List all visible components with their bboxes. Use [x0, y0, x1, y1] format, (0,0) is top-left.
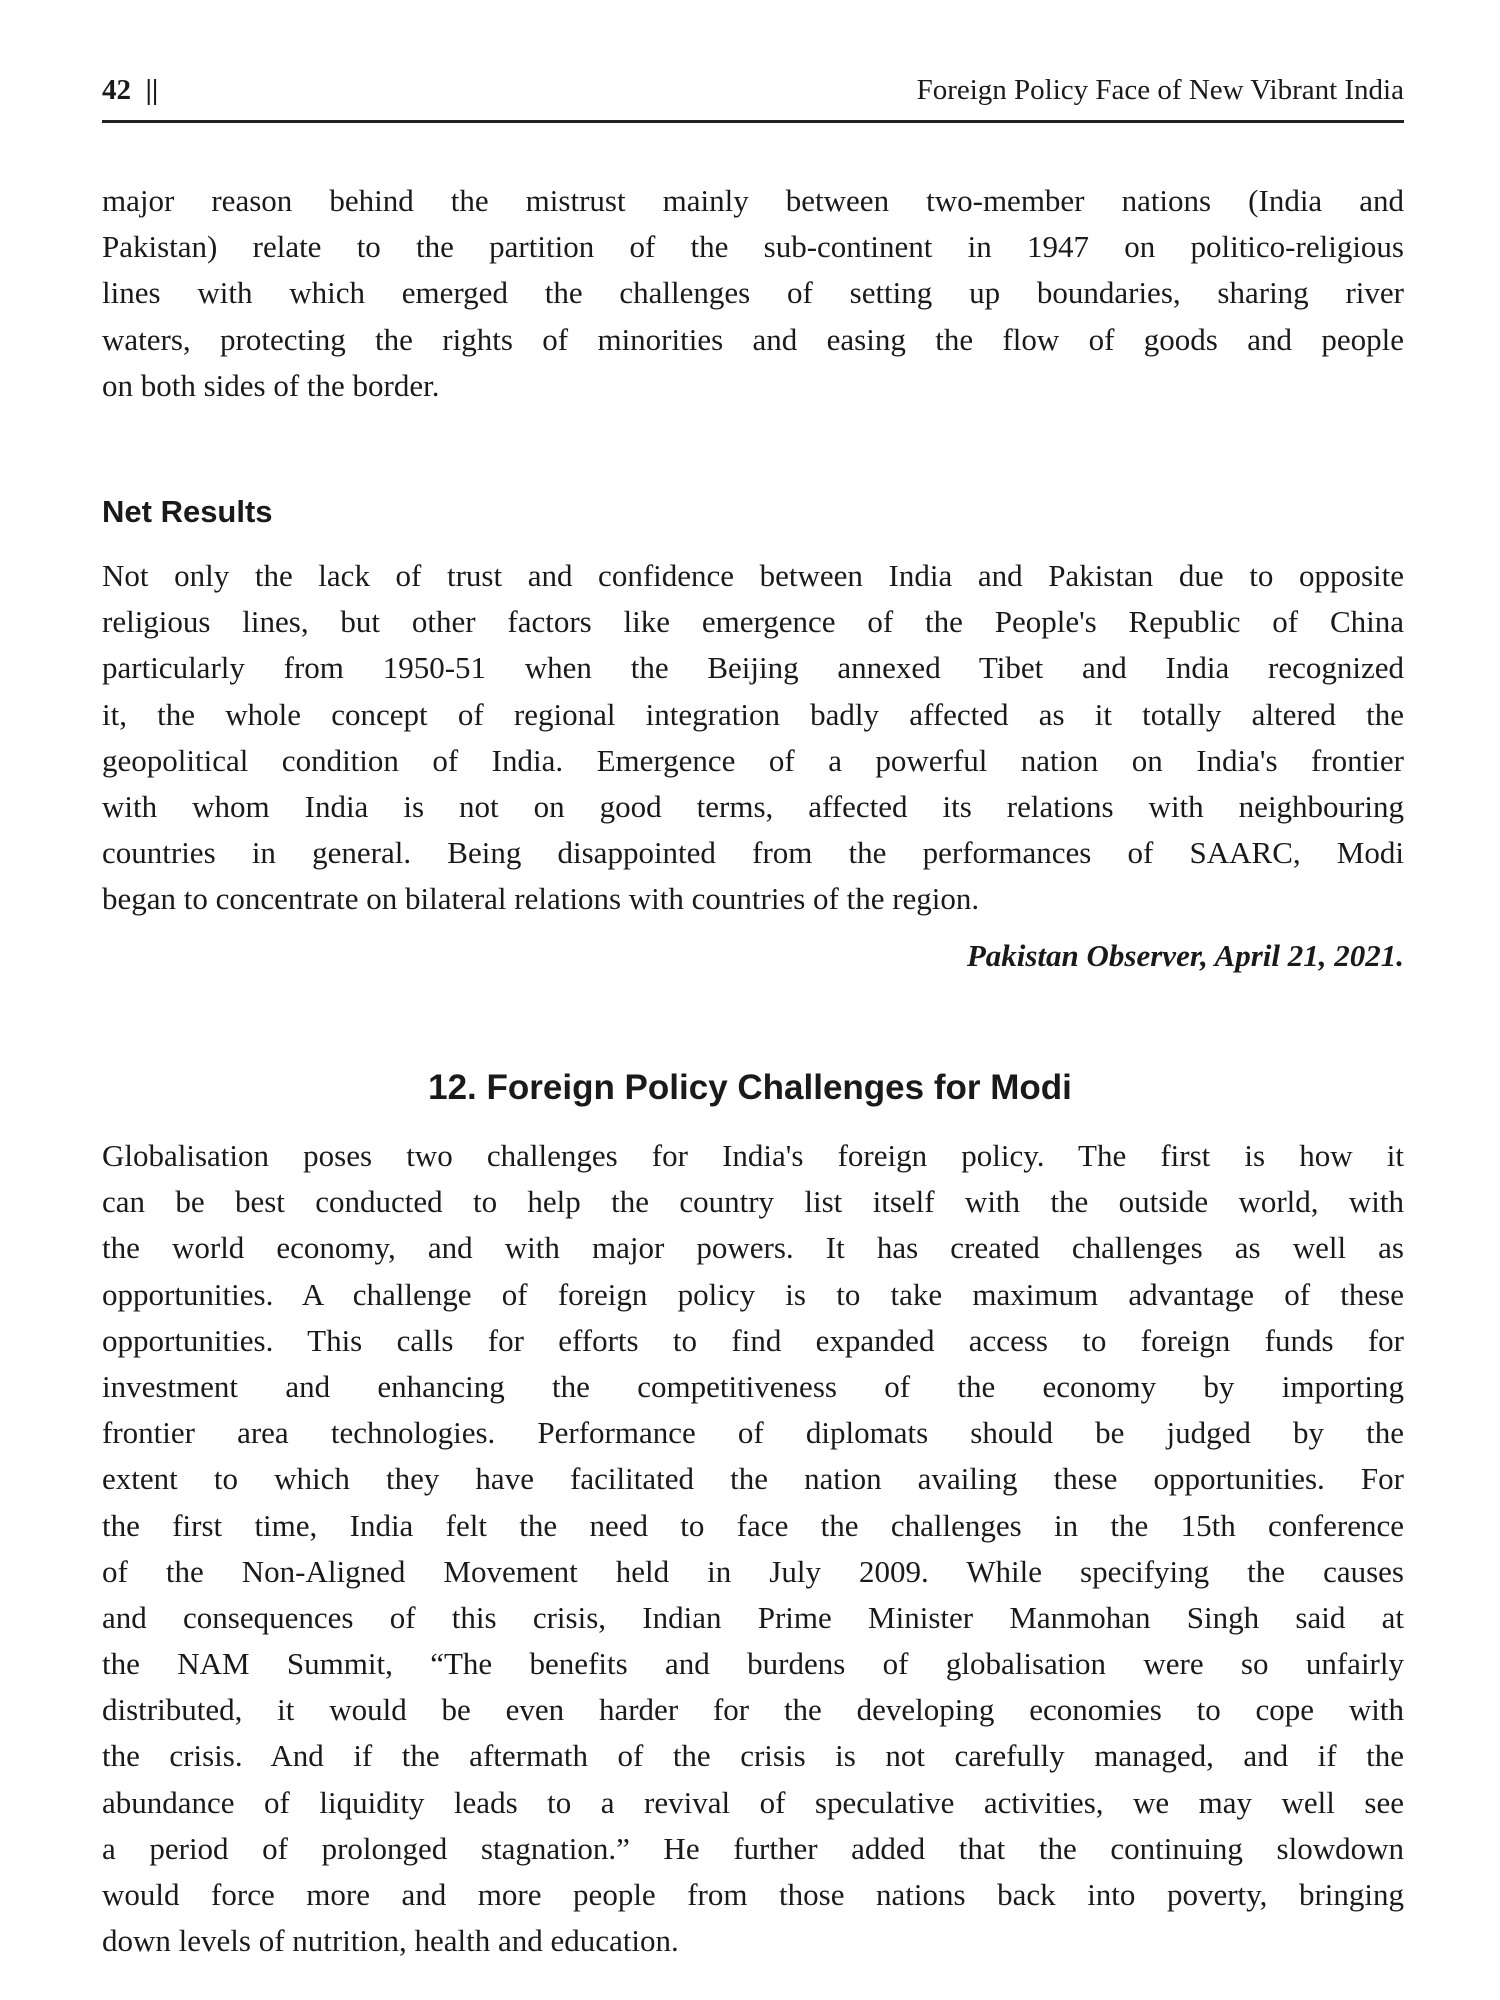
section-title: 12. Foreign Policy Challenges for Modi: [428, 1068, 1072, 1107]
text-line: Not only the lack of trust and confidence between India and Pakistan due to opposite: [102, 558, 1404, 593]
text-line: it, the whole concept of regional integration badly affected as it totally altered the: [102, 696, 1404, 732]
subheading-net-results: Net Results: [102, 494, 273, 529]
source-attribution: Pakistan Observer, April 21, 2021.: [966, 938, 1404, 973]
text-line: distributed, it would be even harder for the developing economies to cope with: [102, 1692, 1404, 1728]
text-line: with whom India is not on good terms, affected its relations with neighbouring: [102, 788, 1404, 824]
paragraph-net-results: [102, 553, 1404, 923]
header-rule: [102, 120, 1404, 123]
text-line: Pakistan) relate to the partition of the sub-continent in 1947 on politico-religious: [102, 229, 1404, 265]
text-line: began to concentrate on bilateral relations with countries of the region.: [102, 881, 980, 917]
text-line: of the Non-Aligned Movement held in July 2009. While specifying the causes: [102, 1553, 1404, 1589]
paragraph-challenges: [102, 1133, 1404, 1964]
page-number: 42 ||: [102, 74, 159, 106]
text-line: frontier area technologies. Performance of diplomats should be judged by the: [102, 1415, 1404, 1451]
text-line: abundance of liquidity leads to a revival of speculative activities, we may well see: [102, 1784, 1404, 1820]
text-line: lines with which emerged the challenges of setting up boundaries, sharing river: [102, 275, 1404, 311]
text-line: the world economy, and with major powers. It has created challenges as well as: [102, 1230, 1404, 1266]
text-line: opportunities. A challenge of foreign policy is to take maximum advantage of these: [102, 1276, 1404, 1312]
text-line: the first time, India felt the need to face the challenges in the 15th conference: [102, 1507, 1404, 1543]
text-line: would force more and more people from those nations back into poverty, bringing: [102, 1877, 1404, 1912]
page-header: [102, 74, 1404, 118]
text-line: religious lines, but other factors like emergence of the People's Republic of China: [102, 604, 1404, 640]
text-line: investment and enhancing the competitiveness of the economy by importing: [102, 1368, 1404, 1404]
paragraph-continuation: [102, 178, 1404, 409]
text-line: down levels of nutrition, health and education.: [102, 1923, 679, 1959]
text-line: major reason behind the mistrust mainly between two-member nations (India and: [102, 183, 1404, 218]
text-line: the NAM Summit, “The benefits and burdens of globalisation were so unfairly: [102, 1646, 1404, 1682]
text-line: waters, protecting the rights of minorities and easing the flow of goods and people: [102, 321, 1404, 357]
running-title: Foreign Policy Face of New Vibrant India: [916, 74, 1404, 106]
text-line: on both sides of the border.: [102, 367, 440, 403]
text-line: Globalisation poses two challenges for India's foreign policy. The first is how it: [102, 1138, 1404, 1173]
text-line: particularly from 1950-51 when the Beijing annexed Tibet and India recognized: [102, 650, 1404, 686]
text-line: geopolitical condition of India. Emergence of a powerful nation on India's frontier: [102, 742, 1404, 778]
text-line: can be best conducted to help the country list itself with the outside world, with: [102, 1184, 1404, 1220]
text-line: extent to which they have facilitated the nation availing these opportunities. For: [102, 1461, 1404, 1497]
text-line: countries in general. Being disappointed from the performances of SAARC, Modi: [102, 835, 1404, 871]
text-line: opportunities. This calls for efforts to find expanded access to foreign funds for: [102, 1322, 1404, 1358]
text-line: a period of prolonged stagnation.” He further added that the continuing slowdown: [102, 1830, 1404, 1866]
text-line: the crisis. And if the aftermath of the crisis is not carefully managed, and if the: [102, 1738, 1404, 1774]
text-line: and consequences of this crisis, Indian Prime Minister Manmohan Singh said at: [102, 1599, 1404, 1635]
